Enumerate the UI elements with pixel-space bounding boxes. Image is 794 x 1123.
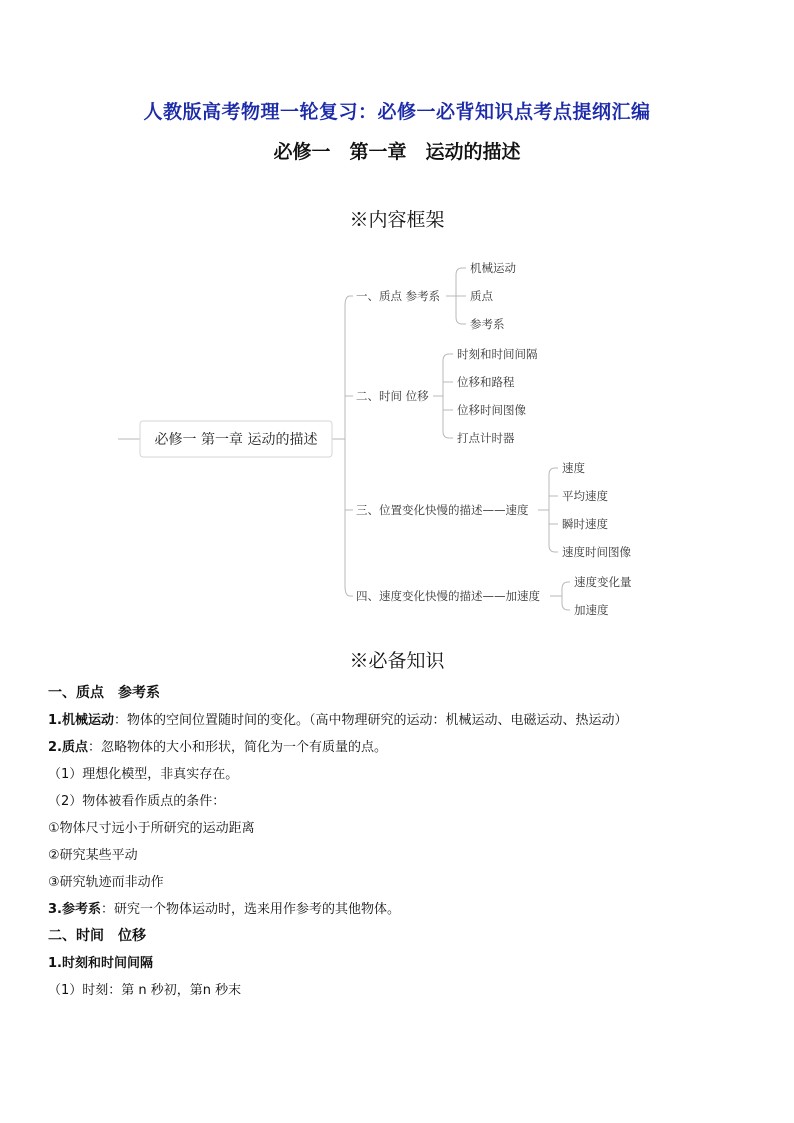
chapter-title: 必修一 第一章 运动的描述 xyxy=(273,141,521,163)
mind-map-leaf-1-3: 参考系 xyxy=(470,317,505,331)
section-1-title: 一、质点 参考系 xyxy=(48,685,160,701)
framework-heading: ※内容框架 xyxy=(349,209,445,231)
mind-map-leaf-3-4: 速度时间图像 xyxy=(562,545,631,559)
paragraph-particle xyxy=(48,734,748,761)
mind-map-leaf-2-1: 时刻和时间间隔 xyxy=(457,347,538,361)
paragraph-idealized-model: （1）理想化模型，非真实存在。 xyxy=(48,767,239,782)
paragraph-conditions: （2）物体被看作质点的条件： xyxy=(48,794,226,809)
term-mechanical-motion: 1.机械运动 xyxy=(48,713,114,728)
mind-map-leaf-3-2: 平均速度 xyxy=(562,489,608,503)
text-particle: ：忽略物体的大小和形状，简化为一个有质量的点。 xyxy=(87,740,387,755)
mind-map-leaf-3-1: 速度 xyxy=(562,461,585,475)
mind-map-trunk-bottom xyxy=(345,586,353,596)
mind-map-branch-2: 二、时间 位移 xyxy=(356,389,429,403)
mind-map-leaf-1-1: 机械运动 xyxy=(470,261,516,275)
mind-map-leaf-1-2: 质点 xyxy=(470,289,493,303)
term-particle: 2.质点 xyxy=(48,740,88,755)
paragraph-mechanical-motion xyxy=(48,707,748,734)
term-reference-frame: 3.参考系 xyxy=(48,902,101,917)
paragraph-condition-1: ①物体尺寸远小于所研究的运动距离 xyxy=(48,821,255,836)
mind-map-leaf-2-3: 位移时间图像 xyxy=(457,403,526,417)
mind-map-root: 必修一 第一章 运动的描述 xyxy=(154,432,318,448)
mind-map-branch-1: 一、质点 参考系 xyxy=(356,289,441,303)
text-reference-frame: ：研究一个物体运动时，选来用作参考的其他物体。 xyxy=(100,902,400,917)
mind-map-branch-3: 三、位置变化快慢的描述——速度 xyxy=(356,503,529,517)
paragraph-condition-2: ②研究某些平动 xyxy=(48,848,138,863)
mind-map-leaf-4-2: 加速度 xyxy=(574,603,609,617)
mind-map-leaf-2-4: 打点计时器 xyxy=(457,431,515,445)
mind-map-leaf-4-1: 速度变化量 xyxy=(574,575,632,589)
mind-map-leaf-2-2: 位移和路程 xyxy=(457,375,515,389)
text-mechanical-motion: ：物体的空间位置随时间的变化。（高中物理研究的运动：机械运动、电磁运动、热运动） xyxy=(113,713,628,728)
paragraph-moment: （1）时刻：第 n 秒初，第n 秒末 xyxy=(48,983,242,998)
paragraph-condition-3: ③研究轨迹而非动作 xyxy=(48,875,164,890)
page-title: 人教版高考物理一轮复习：必修一必背知识点考点提纲汇编 xyxy=(143,101,651,123)
mind-map-branch-4: 四、速度变化快慢的描述——加速度 xyxy=(356,589,540,603)
knowledge-content xyxy=(48,680,748,1004)
subsection-time-interval: 1.时刻和时间间隔 xyxy=(48,956,153,971)
mind-map-leaf-3-3: 瞬时速度 xyxy=(562,517,608,531)
paragraph-reference-frame xyxy=(48,896,748,923)
mind-map-trunk-top xyxy=(345,296,353,306)
knowledge-heading: ※必备知识 xyxy=(349,650,445,672)
section-2-title: 二、时间 位移 xyxy=(48,928,146,944)
